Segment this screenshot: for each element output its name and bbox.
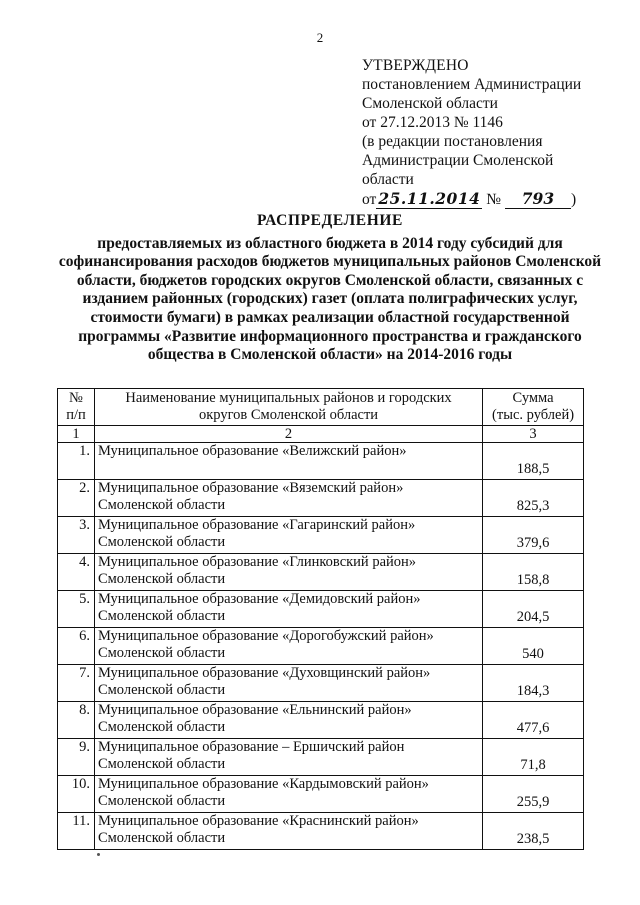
column-index-row	[58, 426, 584, 443]
municipality-name-line: Муниципальное образование «Дорогобужский район»	[97, 628, 434, 644]
header-name	[94, 389, 482, 426]
approval-date-line	[362, 189, 602, 209]
row-number: 6.	[58, 628, 95, 665]
approval-line: Смоленской области	[362, 95, 498, 112]
header-sum-line: (тыс. рублей)	[492, 407, 575, 423]
municipality-name-line: Смоленской области	[97, 756, 226, 772]
column-index: 2	[94, 426, 482, 443]
municipality-name-line: Смоленской области	[97, 645, 226, 661]
municipality-name	[94, 702, 482, 739]
header-sum-line: Сумма	[512, 390, 554, 406]
municipality-name-line: Муниципальное образование «Ельнинский район»	[97, 702, 412, 718]
municipality-name	[94, 480, 482, 517]
approval-line: области	[362, 171, 414, 188]
subsidy-amount: 379,6	[483, 517, 584, 554]
municipality-name	[94, 813, 482, 850]
scan-speck	[97, 853, 100, 856]
subsidy-amount: 255,9	[483, 776, 584, 813]
title-description-line: предоставляемых из областного бюджета в 2014 году субсидий для	[97, 234, 563, 252]
municipality-name-line: Муниципальное образование «Кардымовский район»	[97, 776, 429, 792]
municipality-name-line: Смоленской области	[97, 497, 226, 513]
municipality-name	[94, 665, 482, 702]
approval-line: Администрации Смоленской	[362, 152, 554, 169]
table-row	[58, 776, 584, 813]
approved-title: УТВЕРЖДЕНО	[362, 57, 469, 74]
title-description-line: стоимости бумаги) в рамках реализации областной государственной	[90, 308, 570, 326]
row-number: 10.	[58, 776, 95, 813]
row-number: 4.	[58, 554, 95, 591]
municipality-name-line: Муниципальное образование «Краснинский район»	[97, 813, 419, 829]
row-number: 11.	[58, 813, 95, 850]
municipality-name	[94, 554, 482, 591]
document-heading: РАСПРЕДЕЛЕНИЕ	[257, 212, 403, 229]
municipality-name	[94, 628, 482, 665]
column-index: 1	[58, 426, 95, 443]
document-title-block	[40, 212, 620, 365]
subsidy-amount: 158,8	[483, 554, 584, 591]
number-sign: №	[486, 191, 502, 208]
table-row	[58, 591, 584, 628]
table-row	[58, 443, 584, 480]
table-header-row	[58, 389, 584, 426]
handwritten-number: 793	[505, 189, 571, 209]
header-number-line: №	[69, 390, 83, 406]
municipality-name-line: Смоленской области	[97, 830, 226, 846]
table-row	[58, 554, 584, 591]
header-number-line: п/п	[66, 407, 86, 423]
municipality-name-line: Муниципальное образование – Ершичский район	[97, 739, 405, 755]
handwritten-date: 25.11.2014	[378, 189, 481, 208]
subsidy-amount: 184,3	[483, 665, 584, 702]
municipality-name	[94, 776, 482, 813]
subsidy-amount: 825,3	[483, 480, 584, 517]
table-row	[58, 702, 584, 739]
from-prefix: от	[362, 191, 377, 208]
closing-paren: )	[570, 191, 577, 208]
row-number: 3.	[58, 517, 95, 554]
table-row	[58, 480, 584, 517]
municipality-name-line: Смоленской области	[97, 608, 226, 624]
approval-line: (в редакции постановления	[362, 133, 543, 150]
header-number	[58, 389, 95, 426]
municipality-name-line: Муниципальное образование «Гагаринский район»	[97, 517, 416, 533]
table-row	[58, 517, 584, 554]
municipality-name-line: Муниципальное образование «Демидовский район»	[97, 591, 421, 607]
subsidy-amount: 188,5	[483, 443, 584, 480]
subsidy-amount: 477,6	[483, 702, 584, 739]
title-description-line: софинансирования расходов бюджетов муниципальных районов Смоленской	[58, 253, 602, 271]
approval-line: от 27.12.2013 № 1146	[362, 114, 503, 131]
municipality-name-line: Смоленской области	[97, 682, 226, 698]
approval-line: постановлением Администрации	[362, 76, 582, 93]
municipality-name-line: Смоленской области	[97, 793, 226, 809]
row-number: 9.	[58, 739, 95, 776]
table-row	[58, 628, 584, 665]
column-index: 3	[483, 426, 584, 443]
municipality-name-line: Муниципальное образование «Глинковский район»	[97, 554, 417, 570]
subsidy-amount: 204,5	[483, 591, 584, 628]
municipality-name-line: Муниципальное образование «Духовщинский район»	[97, 665, 431, 681]
row-number: 5.	[58, 591, 95, 628]
municipality-name-line: Смоленской области	[97, 571, 226, 587]
row-number: 2.	[58, 480, 95, 517]
subsidy-amount: 71,8	[483, 739, 584, 776]
table-body	[58, 426, 584, 850]
page-number: 2	[316, 30, 324, 45]
title-description-line: области, бюджетов городских округов Смоленской области, связанных с	[76, 271, 584, 289]
subsidy-amount: 540	[483, 628, 584, 665]
distribution-table	[57, 388, 584, 850]
table-row	[58, 739, 584, 776]
row-number: 7.	[58, 665, 95, 702]
municipality-name	[94, 443, 482, 480]
municipality-name	[94, 517, 482, 554]
municipality-name	[94, 591, 482, 628]
header-sum	[483, 389, 584, 426]
approval-stamp-block	[362, 56, 602, 209]
header-name-line: Наименование муниципальных районов и городских	[125, 390, 452, 406]
title-description-line: изданием районных (городских) газет (оплата полиграфических услуг,	[82, 290, 578, 308]
header-name-line: округов Смоленской области	[198, 407, 379, 423]
row-number: 1.	[58, 443, 95, 480]
municipality-name-line: Муниципальное образование «Велижский район»	[97, 443, 407, 459]
municipality-name-line: Смоленской области	[97, 719, 226, 735]
table-row	[58, 665, 584, 702]
table-row	[58, 813, 584, 850]
municipality-name-line: Муниципальное образование «Вяземский район»	[97, 480, 404, 496]
municipality-name	[94, 739, 482, 776]
subsidy-amount: 238,5	[483, 813, 584, 850]
row-number: 8.	[58, 702, 95, 739]
municipality-name-line: Смоленской области	[97, 534, 226, 550]
title-description-line: программы «Развитие информационного пространства и гражданского	[78, 327, 582, 345]
title-description-line: общества в Смоленской области» на 2014-2016 годы	[147, 346, 513, 364]
